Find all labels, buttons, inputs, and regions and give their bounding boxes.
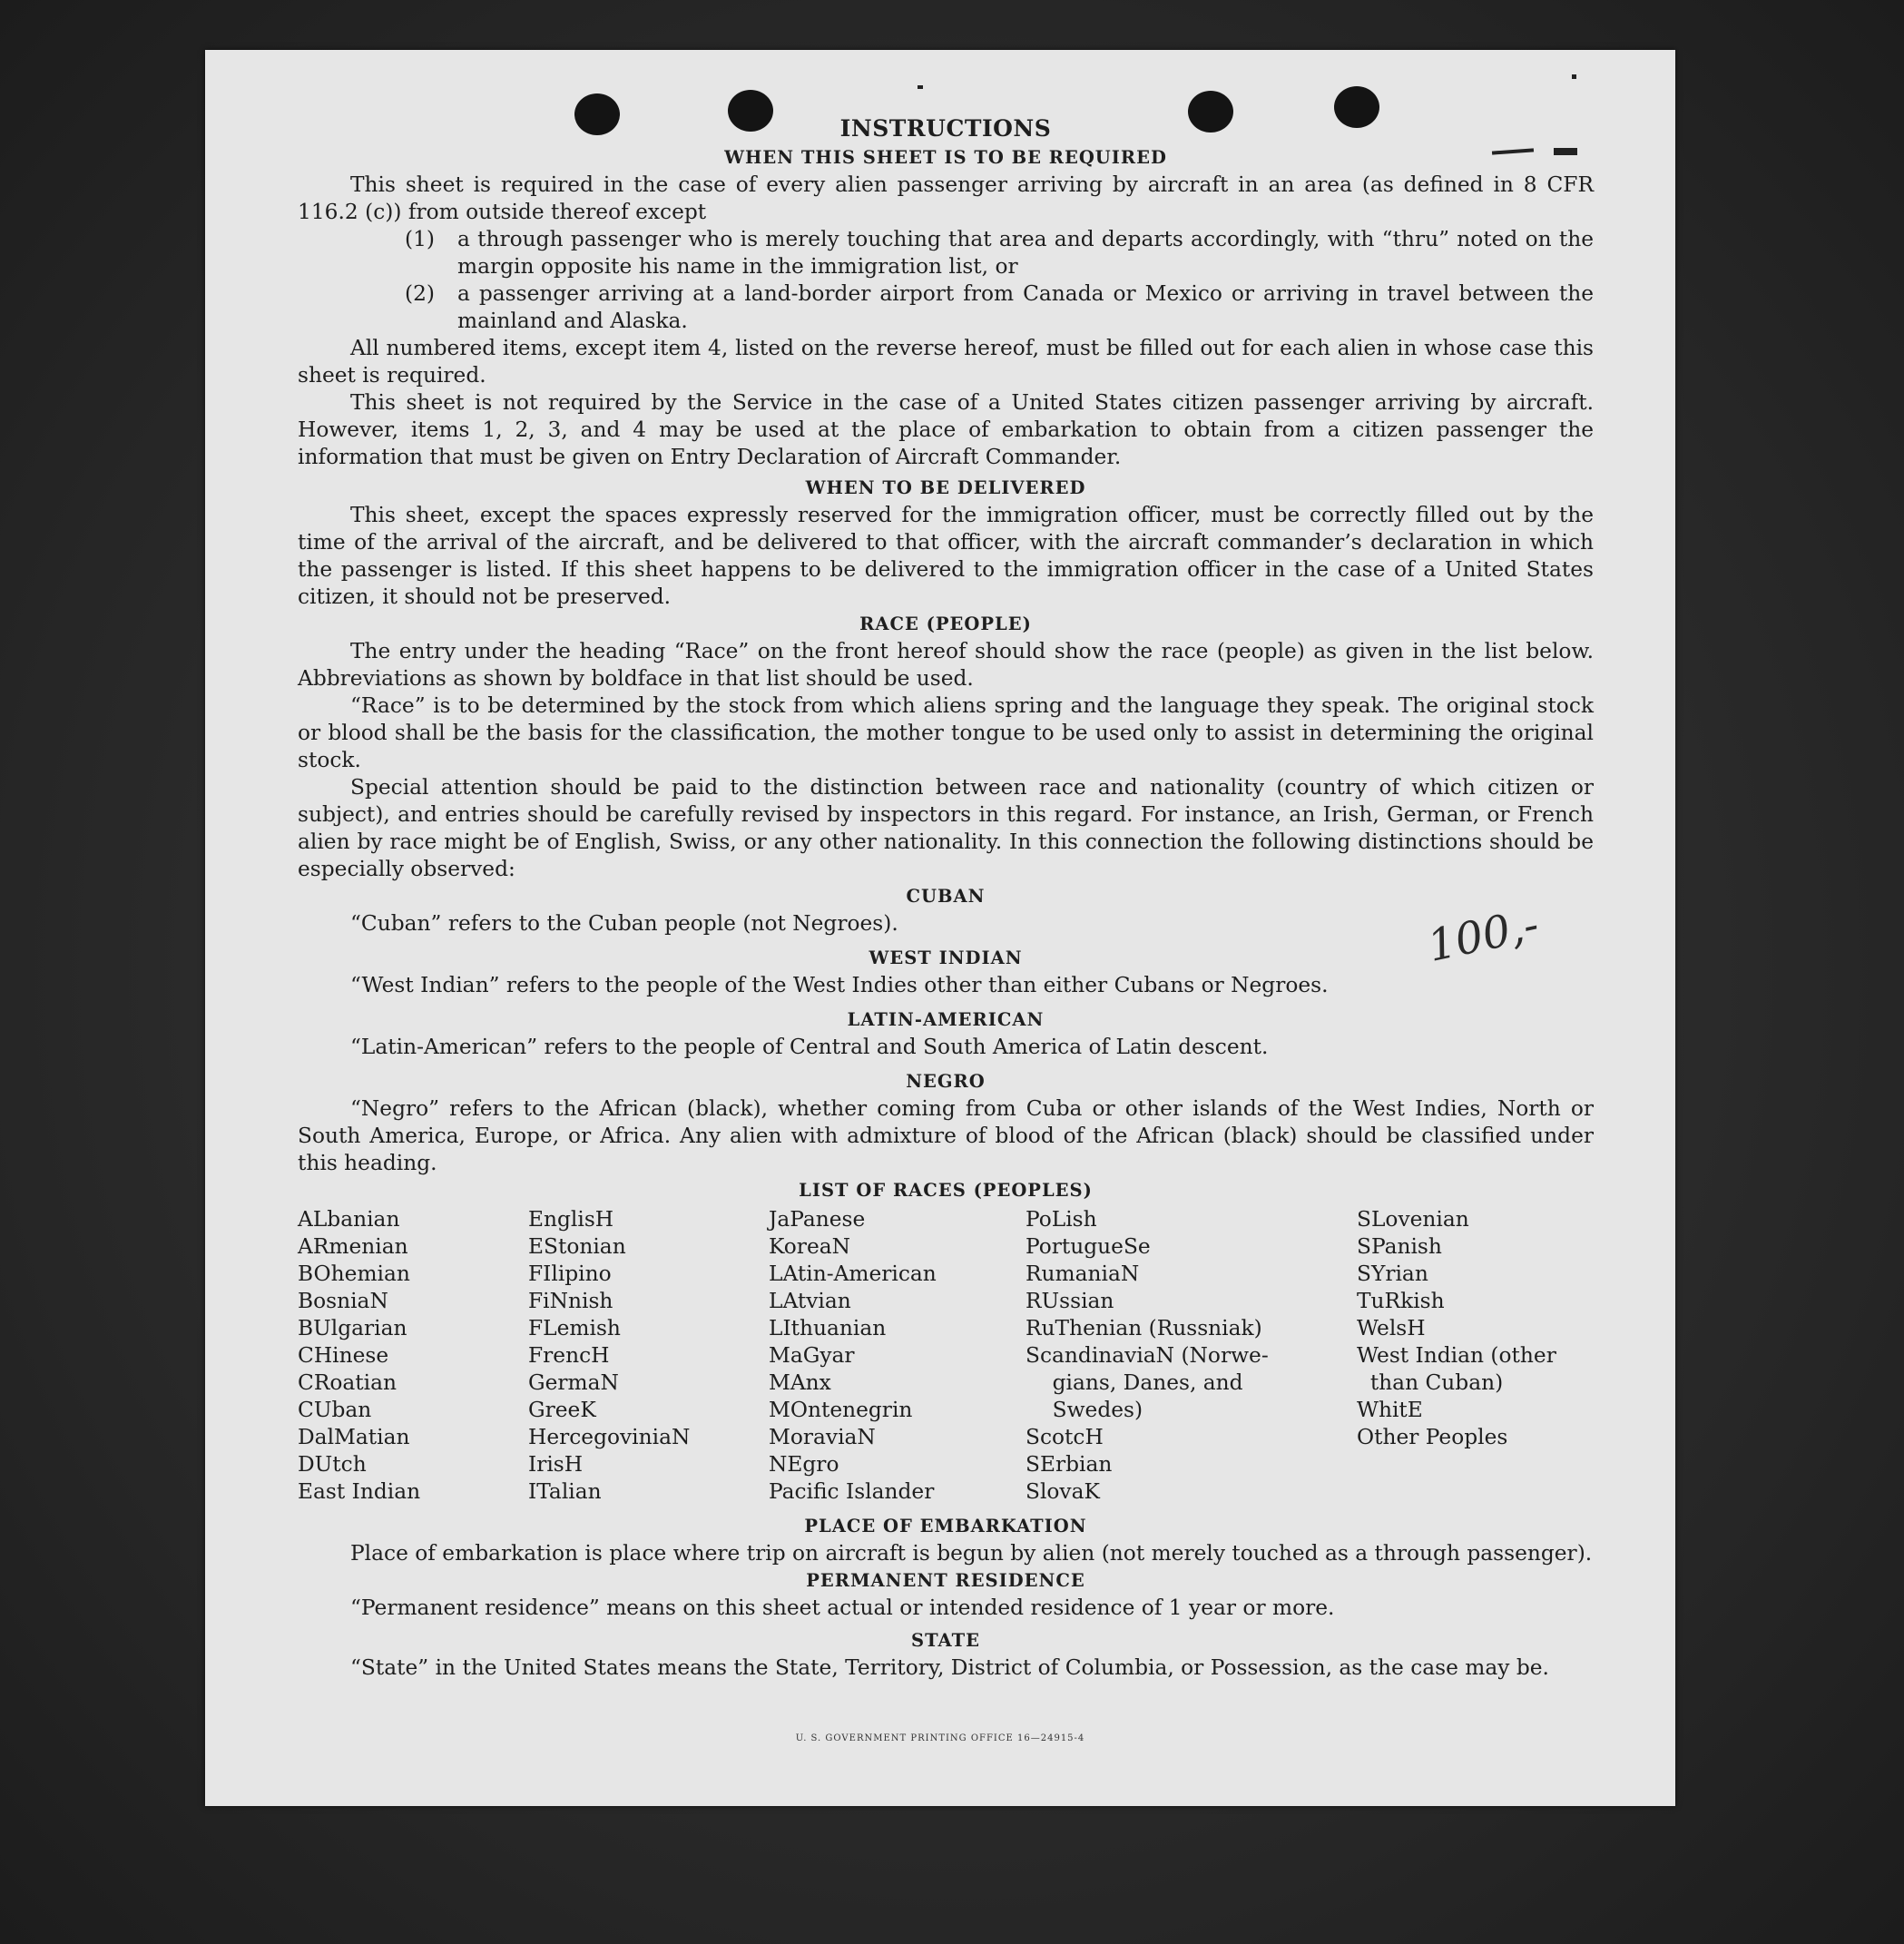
race-entry: Pacific Islander: [769, 1479, 935, 1504]
section-heading-west-indian: WEST INDIAN: [869, 947, 1023, 968]
paragraph: Place of embarkation is place where trip on aircraft is begun by alien (not merely touched as a through passenger).: [350, 1541, 1593, 1566]
race-entry: ScandinaviaN (Norwe-: [1026, 1343, 1269, 1368]
race-entry: WelsH: [1357, 1316, 1426, 1340]
race-entry: TuRkish: [1357, 1289, 1445, 1313]
race-entry: FIlipino: [528, 1262, 612, 1286]
race-entry: FLemish: [528, 1316, 621, 1340]
race-entry: KoreaN: [769, 1234, 851, 1259]
race-entry: SYrian: [1357, 1262, 1428, 1286]
section-heading-residence: PERMANENT RESIDENCE: [806, 1570, 1085, 1591]
race-entry: GreeK: [528, 1398, 596, 1422]
race-entry: IrisH: [528, 1452, 584, 1477]
section-heading-embarkation: PLACE OF EMBARKATION: [804, 1516, 1087, 1537]
paragraph: “Negro” refers to the African (black), whether coming from Cuba or other islands of the West Indies, North or South America, Europe, or Africa. Any alien with admixture of blood of the African (black) should be classified under this heading.: [298, 1096, 1594, 1175]
section-heading-list-of-races: LIST OF RACES (PEOPLES): [799, 1180, 1093, 1201]
printer-imprint: U. S. GOVERNMENT PRINTING OFFICE 16—24915-4: [795, 1733, 1085, 1743]
race-entry: LAtvian: [769, 1289, 851, 1313]
instructions-body: [298, 113, 1594, 1682]
paragraph: “State” in the United States means the State, Territory, District of Columbia, or Possession, as the case may be.: [350, 1655, 1549, 1680]
section-heading-negro: NEGRO: [906, 1071, 986, 1092]
race-entry: EStonian: [528, 1234, 626, 1259]
race-entry: SLovenian: [1357, 1207, 1469, 1232]
race-entry: BUlgarian: [298, 1316, 407, 1340]
paragraph: Special attention should be paid to the distinction between race and nationality (country of which citizen or subject), and entries should be carefully revised by inspectors in this regard. For instance, an Irish, German, or French alien by race might be of English, Swiss, or any other nationality. In this connection the following distinctions should be especially observed:: [298, 775, 1594, 881]
race-entry: West Indian (other: [1357, 1343, 1556, 1368]
item-text: a through passenger who is merely touching that area and departs accordingly, with “thru” noted on the margin opposite his name in the immigration list, or: [457, 227, 1594, 279]
race-entry: GermaN: [528, 1370, 619, 1395]
race-entry: ARmenian: [298, 1234, 408, 1259]
race-entry: LAtin-American: [769, 1262, 937, 1286]
race-entry: WhitE: [1357, 1398, 1423, 1422]
race-entry: CRoatian: [298, 1370, 397, 1395]
section-heading-required: WHEN THIS SHEET IS TO BE REQUIRED: [724, 147, 1167, 168]
race-entry: ScotcH: [1026, 1425, 1104, 1449]
race-column: [298, 1206, 528, 1506]
race-entry: MAnx: [769, 1370, 831, 1395]
list-item: [405, 280, 1594, 335]
paragraph: “Race” is to be determined by the stock from which aliens spring and the language they speak. The original stock or blood shall be the basis for the classification, the mother tongue to be used only to assist in determining the original stock.: [298, 693, 1594, 772]
race-entry: CHinese: [298, 1343, 389, 1368]
race-entry: BosniaN: [298, 1289, 388, 1313]
paragraph: All numbered items, except item 4, listed on the reverse hereof, must be filled out for each alien in whose case this sheet is required.: [298, 336, 1594, 388]
race-column: [1026, 1206, 1357, 1506]
paragraph: The entry under the heading “Race” on the front hereof should show the race (people) as given in the list below. Abbreviations as shown by boldface in that list should be used.: [298, 639, 1594, 691]
race-entry: East Indian: [298, 1479, 421, 1504]
race-column: [528, 1206, 769, 1506]
race-entry: BOhemian: [298, 1262, 410, 1286]
race-entry: Other Peoples: [1357, 1425, 1508, 1449]
paragraph: “Latin-American” refers to the people of Central and South America of Latin descent.: [350, 1035, 1269, 1059]
section-heading-delivered: WHEN TO BE DELIVERED: [805, 477, 1086, 498]
race-entry: RUssian: [1026, 1289, 1114, 1313]
race-entry: DUtch: [298, 1452, 367, 1477]
paragraph: This sheet is not required by the Service in the case of a United States citizen passenger arriving by aircraft. However, items 1, 2, 3, and 4 may be used at the place of embarkation to obtain from a citizen passenger the information that must be given on Entry Declaration of Aircraft Commander.: [298, 390, 1594, 469]
race-entry: PortugueSe: [1026, 1234, 1151, 1259]
race-column: [769, 1206, 1026, 1506]
scan-speck: [1572, 74, 1576, 79]
section-heading-latin-american: LATIN-AMERICAN: [847, 1009, 1045, 1030]
paragraph: “West Indian” refers to the people of the West Indies other than either Cubans or Negroes.: [350, 973, 1329, 997]
page-title: INSTRUCTIONS: [839, 115, 1052, 142]
paragraph: This sheet, except the spaces expressly reserved for the immigration officer, must be correctly filled out by the time of the arrival of the aircraft, and be delivered to that officer, with the aircraft commander’s declaration in which the passenger is listed. If this sheet happens to be delivered to the immigration officer in the case of a United States citizen, it should not be preserved.: [298, 503, 1594, 609]
race-entry: PoLish: [1026, 1207, 1097, 1232]
item-number: (2): [405, 281, 436, 306]
item-number: (1): [405, 227, 436, 251]
item-text: a passenger arriving at a land-border airport from Canada or Mexico or arriving in travel between the mainland and Alaska.: [457, 281, 1594, 333]
paragraph: “Permanent residence” means on this sheet actual or intended residence of 1 year or more.: [350, 1595, 1335, 1620]
race-entry: RuThenian (Russniak): [1026, 1316, 1262, 1340]
paragraph: “Cuban” refers to the Cuban people (not Negroes).: [350, 911, 898, 936]
race-entry: EnglisH: [528, 1207, 614, 1232]
race-entry: CUban: [298, 1398, 372, 1422]
handwritten-note: 100,-: [1423, 898, 1544, 972]
race-entry: FiNnish: [528, 1289, 613, 1313]
section-heading-race: RACE (PEOPLE): [859, 614, 1032, 634]
race-entry: than Cuban): [1357, 1370, 1504, 1395]
section-heading-cuban: CUBAN: [906, 886, 986, 907]
race-column: [1357, 1206, 1594, 1506]
scan-speck: [918, 85, 923, 89]
race-entry: JaPanese: [769, 1207, 866, 1232]
race-entry: MaGyar: [769, 1343, 855, 1368]
race-entry: HercegoviniaN: [528, 1425, 691, 1449]
race-entry: SlovaK: [1026, 1479, 1100, 1504]
race-entry: DalMatian: [298, 1425, 410, 1449]
race-entry: MOntenegrin: [769, 1398, 913, 1422]
list-item: [405, 226, 1594, 280]
race-entry: SPanish: [1357, 1234, 1442, 1259]
race-list: [298, 1206, 1594, 1506]
section-heading-state: STATE: [911, 1630, 980, 1651]
race-entry: ALbanian: [298, 1207, 400, 1232]
race-entry: FrencH: [528, 1343, 610, 1368]
race-entry: Swedes): [1026, 1398, 1143, 1422]
race-entry: RumaniaN: [1026, 1262, 1140, 1286]
race-entry: NEgro: [769, 1452, 839, 1477]
race-entry: LIthuanian: [769, 1316, 887, 1340]
race-entry: MoraviaN: [769, 1425, 876, 1449]
race-entry: gians, Danes, and: [1026, 1370, 1243, 1395]
race-entry: SErbian: [1026, 1452, 1113, 1477]
paragraph: This sheet is required in the case of every alien passenger arriving by aircraft in an area (as defined in 8 CFR 116.2 (c)) from outside thereof except: [298, 172, 1594, 224]
race-entry: ITalian: [528, 1479, 602, 1504]
